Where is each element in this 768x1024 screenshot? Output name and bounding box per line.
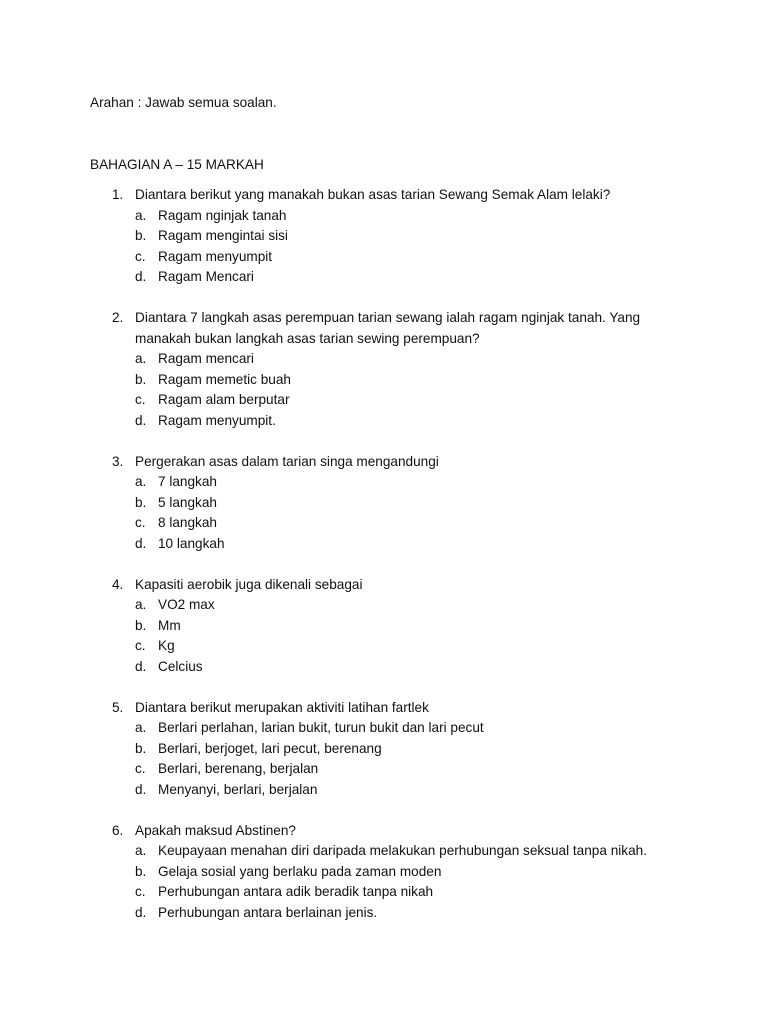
option-text: VO2 max	[158, 597, 215, 612]
option-list	[90, 472, 680, 554]
option-b	[90, 739, 680, 760]
question-number: 3.	[112, 453, 124, 469]
instruction-text: Arahan : Jawab semua soalan.	[90, 95, 277, 110]
option-c	[90, 247, 680, 268]
question-number: 6.	[112, 822, 124, 838]
option-c	[90, 390, 680, 411]
option-b	[90, 493, 680, 514]
option-c	[90, 636, 680, 657]
option-letter: d.	[135, 412, 147, 428]
question-4	[90, 575, 680, 678]
option-text: Berlari, berenang, berjalan	[158, 761, 319, 776]
option-a	[90, 349, 680, 370]
option-a	[90, 841, 680, 862]
option-text: Berlari, berjoget, lari pecut, berenang	[158, 740, 382, 756]
option-d	[90, 657, 680, 678]
option-c	[90, 513, 680, 534]
option-d	[90, 903, 680, 924]
option-list	[90, 841, 680, 923]
option-text: Kg	[158, 638, 175, 653]
question-5	[90, 698, 680, 801]
question-1	[90, 185, 680, 288]
section-title: BAHAGIAN A – 15 MARKAH	[90, 157, 264, 172]
option-letter: a.	[135, 351, 147, 366]
question-text: Pergerakan asas dalam tarian singa mengandungi	[135, 453, 439, 469]
option-letter: b.	[135, 617, 147, 633]
question-number: 4.	[112, 576, 124, 592]
option-text: Ragam mengintai sisi	[158, 228, 288, 243]
question-text: Diantara berikut merupakan aktiviti latihan fartlek	[135, 699, 429, 715]
option-text: Keupayaan menahan diri daripada melakukan perhubungan seksual tanpa nikah.	[158, 843, 647, 858]
option-letter: c.	[135, 638, 146, 653]
option-b	[90, 616, 680, 637]
option-text: 7 langkah	[158, 474, 217, 489]
option-text: Mm	[158, 617, 181, 633]
option-text: Ragam Mencari	[158, 269, 254, 284]
option-letter: d.	[135, 904, 147, 920]
question-number: 5.	[112, 699, 124, 715]
option-list	[90, 206, 680, 288]
option-d	[90, 411, 680, 432]
option-text: Celcius	[158, 658, 203, 674]
option-a	[90, 595, 680, 616]
question-text: Diantara 7 langkah asas perempuan tarian sewang ialah ragam nginjak tanah. Yang manakah bukan langkah asas tarian sewing perempuan?	[135, 310, 641, 346]
option-letter: a.	[135, 843, 147, 858]
option-letter: c.	[135, 515, 146, 530]
option-text: Perhubungan antara berlainan jenis.	[158, 904, 378, 920]
question-list	[90, 185, 680, 944]
option-letter: b.	[135, 740, 147, 756]
option-text: Ragam memetic buah	[158, 371, 291, 387]
option-letter: b.	[135, 494, 147, 510]
option-letter: d.	[135, 535, 147, 551]
option-text: Ragam menyumpit.	[158, 412, 276, 428]
option-letter: b.	[135, 371, 147, 387]
option-b	[90, 370, 680, 391]
question-text: Apakah maksud Abstinen?	[135, 822, 296, 838]
option-letter: c.	[135, 884, 146, 899]
option-text: Ragam menyumpit	[158, 248, 273, 264]
option-letter: c.	[135, 392, 146, 407]
option-list	[90, 349, 680, 431]
option-list	[90, 718, 680, 800]
option-text: Berlari perlahan, larian bukit, turun bukit dan lari pecut	[158, 720, 484, 735]
option-c	[90, 882, 680, 903]
option-text: 5 langkah	[158, 494, 217, 510]
option-text: Menyanyi, berlari, berjalan	[158, 781, 318, 797]
option-letter: c.	[135, 761, 146, 776]
option-c	[90, 759, 680, 780]
option-b	[90, 226, 680, 247]
question-2	[90, 308, 680, 431]
option-letter: d.	[135, 269, 147, 284]
option-letter: a.	[135, 207, 147, 223]
option-letter: c.	[135, 248, 146, 264]
question-number: 2.	[112, 310, 124, 325]
option-d	[90, 780, 680, 801]
option-letter: d.	[135, 781, 147, 797]
option-letter: a.	[135, 597, 147, 612]
option-list	[90, 595, 680, 677]
option-letter: b.	[135, 228, 147, 243]
option-text: Ragam nginjak tanah	[158, 207, 287, 223]
option-d	[90, 534, 680, 555]
option-text: Perhubungan antara adik beradik tanpa nikah	[158, 884, 434, 899]
option-a	[90, 472, 680, 493]
question-6	[90, 821, 680, 924]
question-number: 1.	[112, 187, 124, 202]
option-text: Gelaja sosial yang berlaku pada zaman moden	[158, 863, 442, 879]
option-letter: b.	[135, 863, 147, 879]
question-text: Kapasiti aerobik juga dikenali sebagai	[135, 576, 363, 592]
option-letter: a.	[135, 474, 147, 489]
option-text: Ragam mencari	[158, 351, 254, 366]
option-letter: a.	[135, 720, 147, 735]
option-a	[90, 206, 680, 227]
option-text: Ragam alam berputar	[158, 392, 290, 407]
option-a	[90, 718, 680, 739]
option-text: 8 langkah	[158, 515, 217, 530]
option-d	[90, 267, 680, 288]
option-letter: d.	[135, 658, 147, 674]
question-3	[90, 452, 680, 555]
question-text: Diantara berikut yang manakah bukan asas tarian Sewang Semak Alam lelaki?	[135, 187, 611, 202]
option-text: 10 langkah	[158, 535, 225, 551]
option-b	[90, 862, 680, 883]
